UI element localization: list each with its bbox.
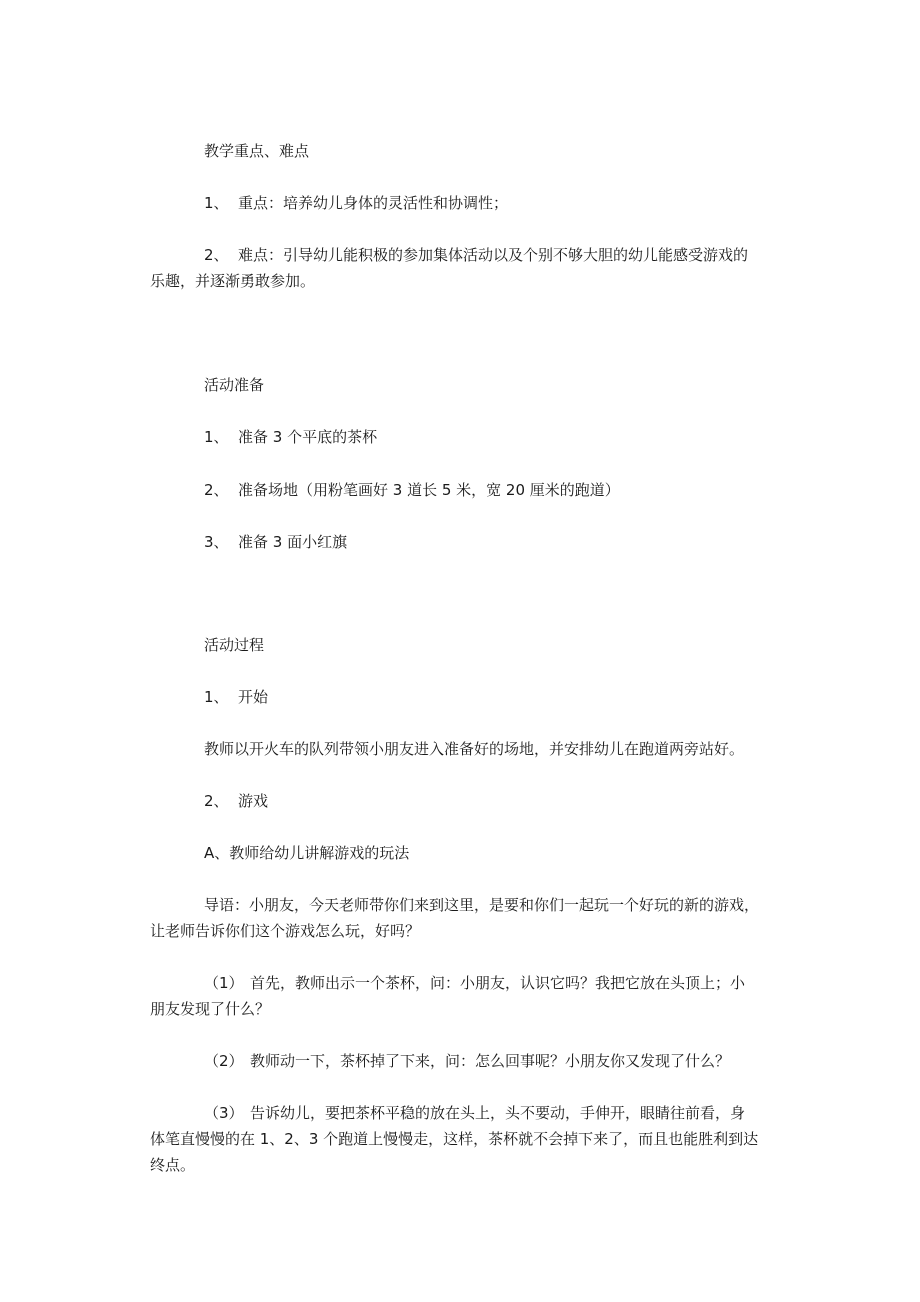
- list-text: 游戏: [238, 792, 269, 810]
- point-number: （2）: [204, 1052, 244, 1070]
- point-text-continuation: 体笔直慢慢的在 1、2、3 个跑道上慢慢走，这样，茶杯就不会掉下来了，而且也能胜利到达: [150, 1130, 759, 1148]
- list-text: 准备 3 面小红旗: [238, 533, 348, 551]
- list-number: 2、: [204, 246, 229, 264]
- list-item: [204, 427, 377, 447]
- list-text: 重点：培养幼儿身体的灵活性和协调性；: [238, 194, 509, 212]
- paragraph: 导语：小朋友，今天老师带你们来到这里，是要和你们一起玩一个好玩的新的游戏，: [204, 896, 760, 914]
- list-number: 1、: [204, 688, 229, 706]
- section-heading-process: 活动过程: [204, 636, 265, 654]
- numbered-point: [204, 1103, 745, 1123]
- list-item: [204, 245, 748, 265]
- section-heading-preparation: 活动准备: [204, 376, 265, 394]
- paragraph: 教师以开火车的队列带领小朋友进入准备好的场地，并安排幼儿在跑道两旁站好。: [204, 740, 745, 758]
- list-number: 1、: [204, 428, 229, 446]
- list-number: 3、: [204, 533, 229, 551]
- list-item: [204, 687, 268, 707]
- list-text: 准备 3 个平底的茶杯: [238, 428, 378, 446]
- list-item: [204, 532, 347, 552]
- section-heading-key-points: 教学重点、难点: [204, 142, 310, 160]
- point-number: （3）: [204, 1104, 244, 1122]
- point-text-continuation: 朋友发现了什么？: [150, 1000, 271, 1018]
- point-text-continuation: 终点。: [150, 1156, 196, 1174]
- sub-heading: A、教师给幼儿讲解游戏的玩法: [204, 844, 410, 862]
- list-text: 开始: [238, 688, 269, 706]
- point-text: 教师动一下，茶杯掉了下来，问：怎么回事呢？小朋友你又发现了什么？: [250, 1052, 731, 1070]
- list-number: 2、: [204, 792, 229, 810]
- paragraph-continuation: 让老师告诉你们这个游戏怎么玩，好吗？: [150, 922, 421, 940]
- point-number: （1）: [204, 974, 244, 992]
- list-text: 难点：引导幼儿能积极的参加集体活动以及个别不够大胆的幼儿能感受游戏的: [238, 246, 749, 264]
- list-item: [204, 193, 508, 213]
- list-item: [204, 791, 268, 811]
- numbered-point: [204, 1051, 730, 1071]
- list-number: 1、: [204, 194, 229, 212]
- list-text: 准备场地（用粉笔画好 3 道长 5 米，宽 20 厘米的跑道）: [238, 481, 620, 499]
- numbered-point: [204, 973, 745, 993]
- list-text-continuation: 乐趣，并逐渐勇敢参加。: [150, 272, 316, 290]
- list-item: [204, 480, 620, 500]
- point-text: 告诉幼儿，要把茶杯平稳的放在头上，头不要动，手伸开，眼睛往前看，身: [250, 1104, 746, 1122]
- point-text: 首先，教师出示一个茶杯，问：小朋友，认识它吗？我把它放在头顶上；小: [250, 974, 746, 992]
- list-number: 2、: [204, 481, 229, 499]
